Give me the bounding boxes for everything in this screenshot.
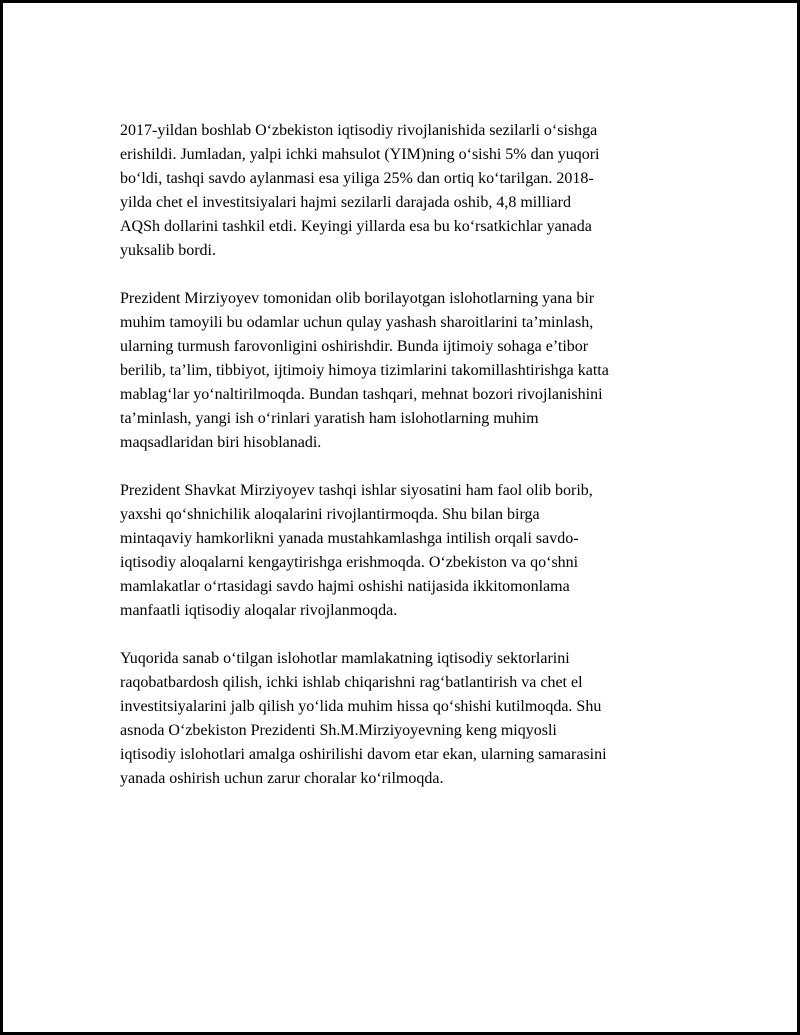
text-line: yilda chet el investitsiyalari hajmi sezilarli darajada oshib, 4,8 milliard	[120, 194, 571, 211]
text-line: manfaatli iqtisodiy aloqalar rivojlanmoqda.	[120, 602, 398, 619]
text-line: mablag‘lar yo‘naltirilmoqda. Bundan tashqari, mehnat bozori rivojlanishini	[120, 386, 603, 403]
text-line: mamlakatlar o‘rtasidagi savdo hajmi oshishi natijasida ikkitomonlama	[120, 578, 570, 595]
document-body	[120, 119, 690, 815]
text-line: Prezident Mirziyoyev tomonidan olib borilayotgan islohotlarning yana bir	[120, 290, 595, 307]
paragraph-4	[120, 647, 690, 791]
paragraph-1	[120, 119, 690, 263]
text-line: investitsiyalarini jalb qilish yo‘lida muhim hissa qo‘shishi kutilmoqda. Shu	[120, 698, 602, 715]
text-line: muhim tamoyili bu odamlar uchun qulay yashash sharoitlarini ta’minlash,	[120, 314, 594, 331]
text-line: yanada oshirish uchun zarur choralar ko‘rilmoqda.	[120, 770, 444, 787]
text-line: Yuqorida sanab o‘tilgan islohotlar mamlakatning iqtisodiy sektorlarini	[120, 650, 570, 667]
text-line: berilib, ta’lim, tibbiyot, ijtimoiy himoya tizimlarini takomillashtirishga katta	[120, 362, 609, 379]
text-line: iqtisodiy aloqalarni kengaytirishga erishmoqda. O‘zbekiston va qo‘shni	[120, 554, 579, 571]
paragraph-3	[120, 479, 690, 623]
text-line: 2017-yildan boshlab O‘zbekiston iqtisodiy rivojlanishida sezilarli o‘sishga	[120, 122, 598, 139]
text-line: raqobatbardosh qilish, ichki ishlab chiqarishni rag‘batlantirish va chet el	[120, 674, 583, 691]
text-line: ularning turmush farovonligini oshirishdir. Bunda ijtimoiy sohaga e’tibor	[120, 338, 589, 355]
text-line: bo‘ldi, tashqi savdo aylanmasi esa yiliga 25% dan ortiq ko‘tarilgan. 2018-	[120, 170, 594, 187]
text-line: Prezident Shavkat Mirziyoyev tashqi ishlar siyosatini ham faol olib borib,	[120, 482, 593, 499]
text-line: yaxshi qo‘shnichilik aloqalarini rivojlantirmoqda. Shu bilan birga	[120, 506, 540, 523]
text-line: ta’minlash, yangi ish o‘rinlari yaratish ham islohotlarning muhim	[120, 410, 539, 427]
text-line: mintaqaviy hamkorlikni yanada mustahkamlashga intilish orqali savdo-	[120, 530, 579, 547]
text-line: erishildi. Jumladan, yalpi ichki mahsulot (YIM)ning o‘sishi 5% dan yuqori	[120, 146, 600, 163]
text-line: yuksalib bordi.	[120, 242, 216, 259]
text-line: maqsadlaridan biri hisoblanadi.	[120, 434, 322, 451]
paragraph-2	[120, 287, 690, 455]
text-line: asnoda O‘zbekiston Prezidenti Sh.M.Mirziyoyevning keng miqyosli	[120, 722, 557, 739]
text-line: iqtisodiy islohotlari amalga oshirilishi davom etar ekan, ularning samarasini	[120, 746, 607, 763]
text-line: AQSh dollarini tashkil etdi. Keyingi yillarda esa bu ko‘rsatkichlar yanada	[120, 218, 592, 235]
